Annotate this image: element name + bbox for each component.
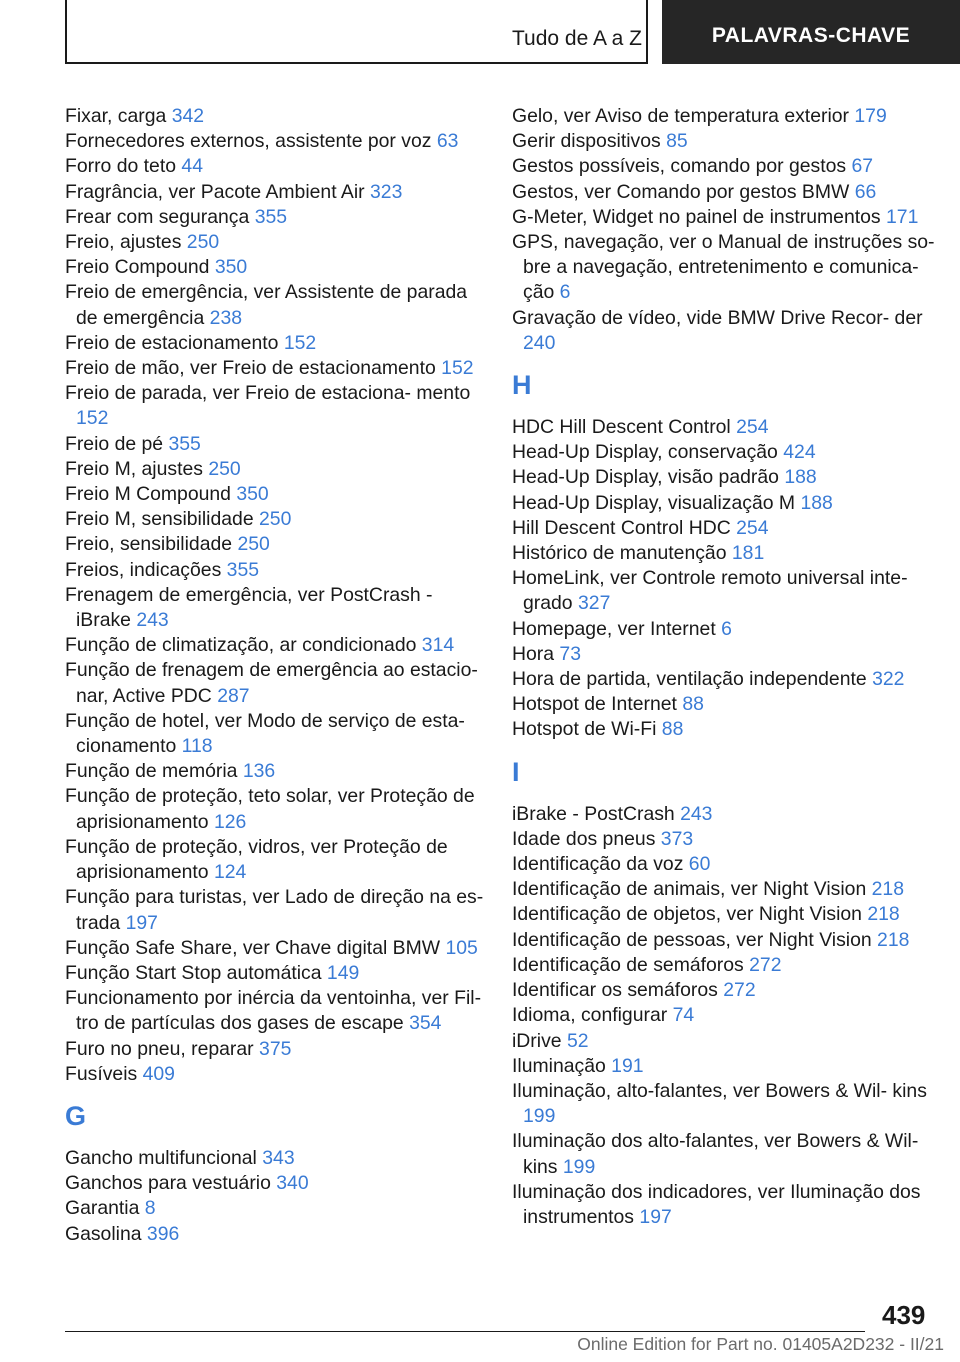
index-entry-text: Função para turistas, ver Lado de direção na es- trada: [65, 886, 484, 934]
index-page-link[interactable]: 73: [559, 642, 581, 665]
index-entry-text: Gasolina: [65, 1222, 142, 1245]
index-entry-text: Gancho multifuncional: [65, 1146, 257, 1169]
index-entry: [512, 465, 952, 490]
index-entry: [65, 205, 485, 230]
index-page-link[interactable]: 327: [578, 592, 611, 615]
index-page-link[interactable]: 88: [661, 718, 684, 741]
index-page-link[interactable]: 340: [276, 1172, 309, 1195]
index-entry: [512, 230, 952, 306]
index-page-link[interactable]: 375: [259, 1037, 292, 1060]
index-entry: [512, 877, 952, 902]
index-page-link[interactable]: 126: [213, 810, 247, 833]
index-entry: [65, 154, 485, 179]
index-entry-text: Identificar os semáforos: [512, 979, 718, 1002]
index-entry: [65, 432, 485, 457]
index-page-link[interactable]: 85: [666, 130, 688, 153]
index-entry-text: Gravação de vídeo, vide BMW Drive Recor- der: [512, 306, 923, 329]
index-entry-text: Fusíveis: [65, 1062, 138, 1085]
index-entry: [512, 852, 952, 877]
index-entry-text: Freio, ajustes: [65, 231, 182, 254]
index-entry-text: Gelo, ver Aviso de temperatura exterior: [512, 105, 849, 127]
index-entry-text: Função de frenagem de emergência ao estacio- nar, Active PDC: [65, 659, 478, 707]
index-letter-heading: I: [512, 756, 520, 787]
index-page-link[interactable]: 243: [680, 802, 713, 825]
index-entry-text: Função de hotel, ver Modo de serviço de esta- cionamento: [65, 709, 465, 758]
index-entry-text: Freio de parada, ver Freio de estaciona- mento: [65, 382, 471, 405]
index-page-link[interactable]: 197: [639, 1205, 672, 1228]
index-entry: [65, 129, 485, 154]
index-entry: [512, 104, 952, 129]
index-entry: [512, 491, 952, 516]
index-page-link[interactable]: 250: [208, 457, 241, 480]
index-entry-text: iBrake - PostCrash: [512, 802, 675, 825]
index-page-link[interactable]: 243: [136, 609, 169, 632]
index-entry: [65, 633, 485, 658]
index-entry-text: Hotspot de Wi-Fi: [512, 718, 657, 741]
index-page-link[interactable]: 343: [262, 1146, 295, 1169]
index-entry-text: Gestos possíveis, comando por gestos: [512, 155, 847, 178]
index-entry: [65, 1196, 485, 1221]
index-page-link[interactable]: 250: [259, 508, 292, 531]
index-entry-text: Identificação de pessoas, ver Night Vision: [512, 928, 872, 951]
index-page-link[interactable]: 74: [672, 1004, 695, 1027]
index-entry: [512, 953, 952, 978]
index-entry: [65, 583, 485, 633]
index-page-link[interactable]: 8: [144, 1197, 156, 1220]
index-entry-text: HomeLink, ver Controle remoto universal inte- grado: [512, 567, 908, 615]
index-entry: [512, 827, 952, 852]
index-entry-text: Hill Descent Control HDC: [512, 516, 731, 539]
index-page-link[interactable]: 152: [441, 357, 474, 380]
index-entry: [512, 902, 952, 927]
index-entry: [512, 415, 952, 440]
index-page-link[interactable]: 88: [682, 693, 704, 716]
index-page-link[interactable]: 6: [559, 281, 571, 304]
header-section-title: Tudo de A a Z: [512, 27, 642, 50]
index-entry: [65, 1146, 485, 1171]
header-chapter-label: PALAVRAS-CHAVE: [711, 24, 911, 47]
index-entry: [65, 356, 485, 381]
index-page-link[interactable]: 254: [736, 416, 769, 439]
index-entry: [512, 440, 952, 465]
index-page-link[interactable]: 355: [226, 558, 260, 581]
index-page-link[interactable]: 218: [867, 903, 900, 926]
index-entry-text: Identificação da voz: [512, 853, 684, 876]
index-page-link[interactable]: 396: [146, 1222, 180, 1245]
index-entry-text: Head-Up Display, visualização M: [512, 491, 796, 514]
index-entry: [65, 709, 485, 759]
index-entry-text: Fixar, carga: [65, 105, 167, 127]
index-entry-text: iDrive: [512, 1029, 562, 1052]
index-page-link[interactable]: 66: [854, 180, 877, 203]
index-entry-text: Identificação de objetos, ver Night Vision: [512, 903, 862, 926]
index-entry-text: Hotspot de Internet: [512, 693, 677, 716]
index-entry-text: Head-Up Display, conservação: [512, 441, 778, 464]
index-entry: [512, 1003, 952, 1028]
index-entry: [65, 180, 485, 205]
index-page-link[interactable]: 152: [283, 331, 317, 354]
index-page-link[interactable]: 250: [237, 533, 270, 556]
index-entry: [512, 1029, 952, 1054]
index-entry-text: Identificação de semáforos: [512, 953, 744, 976]
index-entry-text: Freio de mão, ver Freio de estacionamento: [65, 357, 436, 380]
index-entry-text: Freio M, ajustes: [65, 457, 203, 480]
index-entry-text: Idade dos pneus: [512, 827, 656, 850]
index-entry-text: Frenagem de emergência, ver PostCrash - iBrake: [65, 583, 433, 632]
index-entry: [65, 280, 485, 330]
index-entry-text: Freio de emergência, ver Assistente de parada de emergência: [65, 281, 468, 329]
index-page-link[interactable]: 322: [872, 668, 905, 691]
index-entry: [65, 1171, 485, 1196]
footer-rule: [65, 1331, 865, 1332]
index-page-link[interactable]: 181: [731, 542, 765, 565]
index-entry-text: Gestos, ver Comando por gestos BMW: [512, 180, 850, 203]
index-entry-text: Freio de pé: [65, 432, 164, 455]
index-page-link[interactable]: 314: [421, 634, 455, 657]
index-entry: [65, 482, 485, 507]
index-page-link[interactable]: 342: [171, 105, 205, 127]
index-entry-text: Head-Up Display, visão padrão: [512, 466, 779, 489]
index-entry-text: Freio M Compound: [65, 483, 231, 506]
index-entry-text: Função de proteção, teto solar, ver Proteção de aprisionamento: [65, 785, 475, 833]
index-entry: [512, 692, 952, 717]
index-entry: [512, 642, 952, 667]
index-entry: [65, 784, 485, 834]
index-entry: [65, 885, 485, 935]
index-page-link[interactable]: 350: [236, 483, 269, 506]
index-entry-text: Freio, sensibilidade: [65, 533, 233, 556]
footer-edition-text: Online Edition for Part no. 01405A2D232 - II/21: [577, 1334, 944, 1354]
index-entry: [512, 516, 952, 541]
index-entry-text: Histórico de manutenção: [512, 542, 727, 565]
index-page-link[interactable]: 250: [186, 231, 220, 254]
index-page-link[interactable]: 188: [784, 466, 817, 489]
index-entry-text: Identificação de animais, ver Night Vision: [512, 878, 867, 901]
index-entry: [65, 104, 485, 129]
index-entry-text: Fragrância, ver Pacote Ambient Air: [65, 180, 365, 203]
index-entry-text: Funcionamento por inércia da ventoinha, ver Fil- tro de partículas dos gases de escape: [65, 987, 482, 1035]
index-entry-text: Garantia: [65, 1197, 140, 1220]
index-page-link[interactable]: 191: [611, 1054, 644, 1077]
index-entry: [512, 205, 952, 230]
index-page-link[interactable]: 199: [523, 1105, 556, 1128]
index-entry: [65, 759, 485, 784]
index-entry-text: Freio de estacionamento: [65, 331, 279, 354]
index-entry: [65, 331, 485, 356]
index-entry: [65, 1062, 485, 1087]
index-page-link[interactable]: 355: [168, 432, 201, 455]
index-entry-text: Fornecedores externos, assistente por voz: [65, 130, 432, 153]
index-letter-heading: H: [512, 370, 532, 401]
index-entry-text: Ganchos para vestuário: [65, 1172, 271, 1195]
index-entry: [512, 617, 952, 642]
index-entry-text: Função Start Stop automática: [65, 961, 322, 984]
index-entry-text: Idioma, configurar: [512, 1004, 668, 1027]
index-page-link[interactable]: 152: [76, 407, 109, 430]
index-entry: [512, 1129, 952, 1179]
index-page-link[interactable]: 240: [523, 331, 556, 354]
index-page-link[interactable]: 254: [736, 516, 769, 539]
index-entry: [512, 717, 952, 742]
index-entry: [65, 558, 485, 583]
index-entry: [65, 255, 485, 280]
index-column-left: [65, 104, 485, 1247]
index-entry: [65, 986, 485, 1036]
index-entry-text: Gerir dispositivos: [512, 130, 661, 153]
index-page-link[interactable]: 6: [721, 617, 732, 640]
index-entry: [512, 129, 952, 154]
index-page-link[interactable]: 323: [370, 180, 403, 203]
index-column-right: [512, 104, 952, 1230]
index-entry-text: Iluminação dos indicadores, ver Iluminação dos instrumentos: [512, 1180, 921, 1228]
header-bottom-rule: [65, 62, 648, 64]
index-entry: [65, 1037, 485, 1062]
index-entry: [512, 802, 952, 827]
index-letter-heading: G: [65, 1100, 87, 1131]
page-number: 439: [882, 1300, 926, 1330]
index-page-link[interactable]: 124: [213, 861, 247, 884]
index-entry-text: Hora: [512, 642, 555, 665]
index-entry-text: Freio Compound: [65, 256, 210, 279]
index-page-link[interactable]: 350: [214, 256, 248, 279]
index-entry: [512, 566, 952, 616]
index-entry-text: GPS, navegação, ver o Manual de instruções so- bre a navegação, entretenimento e comunica- ção: [512, 231, 935, 304]
index-entry: [65, 1222, 485, 1247]
index-entry: [512, 306, 952, 356]
index-entry: [65, 457, 485, 482]
index-entry-text: HDC Hill Descent Control: [512, 416, 731, 439]
header-right-rule: [646, 0, 648, 64]
index-entry: [65, 961, 485, 986]
index-page-link[interactable]: 287: [217, 684, 250, 707]
index-entry: [65, 507, 485, 532]
index-entry-text: G-Meter, Widget no painel de instrumentos: [512, 205, 881, 228]
index-page-link[interactable]: 424: [783, 441, 816, 464]
index-page-link[interactable]: 171: [886, 205, 919, 228]
index-entry: [65, 532, 485, 557]
index-page-link[interactable]: 52: [566, 1029, 589, 1052]
index-page-link[interactable]: 272: [749, 953, 782, 976]
index-entry-text: Forro do teto: [65, 155, 177, 178]
index-entry: [512, 180, 952, 205]
index-entry-text: Função de proteção, vidros, ver Proteção de aprisionamento: [65, 835, 448, 884]
index-entry: [65, 381, 485, 431]
index-entry-text: Iluminação dos alto-falantes, ver Bowers & Wil- kins: [512, 1130, 919, 1178]
index-page-link[interactable]: 373: [660, 827, 694, 850]
index-entry-text: Frear com segurança: [65, 205, 250, 228]
index-entry-text: Função de climatização, ar condicionado: [65, 634, 417, 657]
index-entry-text: Hora de partida, ventilação independente: [512, 668, 867, 691]
index-entry: [65, 658, 485, 708]
index-entry-text: Freios, indicações: [65, 558, 222, 581]
index-page-link[interactable]: 218: [877, 928, 910, 951]
index-entry: [512, 1079, 952, 1129]
index-page-link[interactable]: 272: [723, 979, 756, 1002]
index-page-link[interactable]: 149: [326, 961, 360, 984]
index-page-link[interactable]: 105: [445, 936, 478, 959]
index-entry: [512, 667, 952, 692]
index-entry: [512, 541, 952, 566]
index-entry-text: Função de memória: [65, 760, 238, 783]
index-page-link[interactable]: 409: [142, 1062, 175, 1085]
header-left-rule: [65, 0, 67, 64]
index-page-link[interactable]: 179: [854, 105, 887, 127]
index-page-link[interactable]: 199: [562, 1155, 596, 1178]
index-entry: [65, 230, 485, 255]
index-entry: [512, 928, 952, 953]
index-page-link[interactable]: 197: [125, 911, 158, 934]
index-entry-text: Função Safe Share, ver Chave digital BMW: [65, 936, 441, 959]
index-entry: [65, 936, 485, 961]
index-entry-text: Iluminação, alto-falantes, ver Bowers & Wil- kins: [512, 1079, 927, 1102]
index-entry-text: Furo no pneu, reparar: [65, 1037, 254, 1060]
index-page-link[interactable]: 354: [409, 1012, 442, 1035]
index-entry-text: Freio M, sensibilidade: [65, 508, 254, 531]
index-entry: [512, 154, 952, 179]
index-page-link[interactable]: 60: [688, 853, 711, 876]
index-entry-text: Iluminação: [512, 1054, 606, 1077]
index-entry: [512, 978, 952, 1003]
index-page-link[interactable]: 118: [181, 735, 213, 758]
index-page-link[interactable]: 355: [254, 205, 288, 228]
header-chapter-tab: [662, 0, 960, 64]
index-entry: [512, 1180, 952, 1230]
index-entry-text: Homepage, ver Internet: [512, 617, 716, 640]
index-entry: [65, 835, 485, 885]
index-page-link[interactable]: 238: [209, 306, 243, 329]
index-page-link[interactable]: 63: [436, 130, 459, 153]
index-page-link[interactable]: 188: [800, 491, 833, 514]
index-page-link[interactable]: 44: [181, 155, 203, 178]
index-entry: [512, 1054, 952, 1079]
index-page-link[interactable]: 67: [851, 155, 874, 178]
index-page-link[interactable]: 136: [242, 760, 276, 783]
index-page-link[interactable]: 218: [871, 878, 904, 901]
